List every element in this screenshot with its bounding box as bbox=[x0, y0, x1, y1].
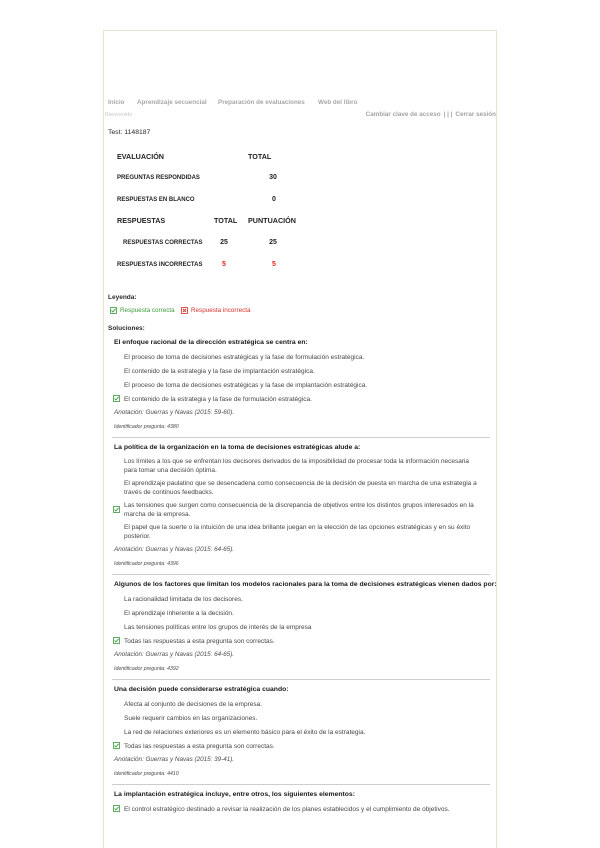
answers-total-header: TOTAL bbox=[214, 216, 238, 225]
answer-option-text: Las tensiones que surgen como consecuencia de la discrepancia de objetivos entre los distintos grupos interesados en la marcha de la empresa. bbox=[124, 502, 474, 518]
legend-incorrect-label: Respuesta incorrecta bbox=[191, 307, 251, 314]
answer-option-text: El aprendizaje paulatino que se desencadena como consecuencia de la decisión de puesta en marcha de una estrategia a través de continuos feedbacks. bbox=[124, 480, 477, 496]
incorrect-total: 5 bbox=[222, 261, 226, 268]
solutions-list bbox=[114, 336, 497, 816]
answer-option-text: La racionalidad limitada de los decisores. bbox=[124, 595, 243, 603]
question-separator bbox=[112, 679, 490, 680]
answer-option bbox=[114, 350, 482, 364]
question-block bbox=[114, 441, 490, 575]
blank-label: RESPUESTAS EN BLANCO bbox=[117, 197, 195, 203]
solutions-title: Soluciones: bbox=[108, 325, 145, 332]
answer-option-text: Todas las respuestas a esta pregunta son correctas. bbox=[124, 637, 275, 645]
evaluation-header-label: EVALUACIÓN bbox=[117, 152, 164, 161]
answer-option bbox=[114, 455, 482, 477]
answer-option bbox=[114, 711, 482, 725]
score-header: PUNTUACIÓN bbox=[248, 216, 296, 225]
user-links bbox=[366, 111, 496, 119]
link-separators: | | | bbox=[443, 111, 453, 118]
correct-label: RESPUESTAS CORRECTAS bbox=[123, 240, 203, 246]
x-square-icon bbox=[181, 307, 188, 314]
question-annotation: Anotación: Guerras y Navas (2015: 64-65). bbox=[114, 651, 235, 658]
test-id: 1148187 bbox=[124, 129, 151, 136]
question-block bbox=[114, 578, 497, 680]
answer-option-correct bbox=[114, 802, 482, 816]
answer-option bbox=[114, 606, 482, 620]
answer-option-text: El contenido de la estrategia y la fase de formulación estratégica. bbox=[124, 395, 312, 403]
answered-value: 30 bbox=[269, 174, 277, 181]
question-title: La política de la organización en la toma de decisiones estratégicas alude a: bbox=[114, 444, 361, 451]
answer-option-text: El contenido de la estrategia y la fase de implantación estratégica. bbox=[124, 367, 315, 375]
answer-option-text: Todas las respuestas a esta pregunta son correctas. bbox=[124, 742, 275, 750]
question-title: El enfoque racional de la dirección estratégica se centra en: bbox=[114, 339, 308, 346]
answer-option bbox=[114, 725, 482, 739]
correct-check-icon bbox=[113, 637, 120, 644]
nav-link-web-del-libro[interactable]: Web del libro bbox=[318, 99, 358, 106]
question-identifier: Identificador pregunta: 4392 bbox=[114, 666, 179, 672]
answer-option-text: El proceso de toma de decisiones estratégicas y la fase de formulación estratégica. bbox=[124, 353, 365, 361]
question-title: Una decisión puede considerarse estratégica cuando: bbox=[114, 686, 289, 693]
incorrect-score: 5 bbox=[272, 261, 276, 268]
nav-link-aprendizaje-secuencial[interactable]: Aprendizaje secuencial bbox=[137, 99, 207, 106]
legend-correct-label: Respuesta correcta bbox=[120, 307, 175, 314]
answer-option-text: Las tensiones políticas entre los grupos de interés de la empresa bbox=[124, 623, 312, 631]
nav-link-inicio[interactable]: Inicio bbox=[108, 99, 125, 106]
correct-check-icon bbox=[113, 805, 120, 812]
correct-check-icon bbox=[113, 395, 120, 402]
answer-option-text: Suele requerir cambios en las organizaciones. bbox=[124, 714, 258, 722]
question-identifier: Identificador pregunta: 4396 bbox=[114, 561, 179, 567]
logout-link[interactable]: Cerrar sesión bbox=[455, 111, 496, 118]
answer-option-text: El papel que la suerte o la intuición de una idea brillante juegan en la elección de las opciones estratégicas y en su éxito posterior. bbox=[124, 524, 471, 540]
answer-option bbox=[114, 620, 482, 634]
answer-option-text: La red de relaciones exteriores es un elemento básico para el éxito de la estrategia. bbox=[124, 728, 366, 736]
question-annotation: Anotación: Guerras y Navas (2015: 59-60). bbox=[114, 409, 235, 416]
question-separator bbox=[112, 784, 490, 785]
answer-option-text: El proceso de toma de decisiones estratégicas y la fase de implantación estratégica. bbox=[124, 381, 368, 389]
check-square-icon bbox=[110, 307, 117, 314]
question-title: Algunos de los factores que limitan los modelos racionales para la toma de decisiones estratégicas vienen dados por: bbox=[114, 581, 497, 588]
answer-option-correct bbox=[114, 634, 482, 648]
question-identifier: Identificador pregunta: 4380 bbox=[114, 424, 179, 430]
blank-value: 0 bbox=[272, 196, 276, 203]
correct-check-icon bbox=[113, 506, 120, 513]
header-banner bbox=[104, 31, 496, 93]
question-annotation: Anotación: Guerras y Navas (2015: 64-65). bbox=[114, 546, 235, 553]
question-block bbox=[114, 788, 490, 816]
question-identifier: Identificador pregunta: 4410 bbox=[114, 771, 179, 777]
answer-option bbox=[114, 521, 482, 543]
answer-option bbox=[114, 378, 482, 392]
correct-total: 25 bbox=[220, 239, 228, 246]
question-block bbox=[114, 336, 490, 438]
question-separator bbox=[112, 574, 490, 575]
correct-check-icon bbox=[113, 742, 120, 749]
question-annotation: Anotación: Guerras y Navas (2015: 39-41). bbox=[114, 756, 235, 763]
evaluation-total-header: TOTAL bbox=[248, 152, 272, 161]
question-title: La implantación estratégica incluye, entre otros, los siguientes elementos: bbox=[114, 791, 355, 798]
legend-title: Leyenda: bbox=[108, 294, 137, 301]
incorrect-label: RESPUESTAS INCORRECTAS bbox=[117, 262, 203, 268]
answers-header-label: RESPUESTAS bbox=[117, 216, 166, 225]
nav-link-preparacion-evaluaciones[interactable]: Preparación de evaluaciones bbox=[218, 99, 305, 106]
answer-option-correct bbox=[114, 499, 482, 521]
change-password-link[interactable]: Cambiar clave de acceso bbox=[365, 111, 441, 118]
answer-option-text: Afecta al conjunto de decisiones de la empresa. bbox=[124, 700, 263, 708]
test-label: Test: bbox=[108, 129, 123, 136]
answer-option-text: El aprendizaje inherente a la decisión. bbox=[124, 609, 234, 617]
answer-option bbox=[114, 592, 482, 606]
test-identifier bbox=[108, 129, 150, 137]
answer-option-text: El control estratégico destinado a revisar la realización de los planes establecidos y el cumplimiento de objetivos. bbox=[124, 805, 450, 813]
answer-option-correct bbox=[114, 392, 482, 406]
answer-option bbox=[114, 364, 482, 378]
correct-score: 25 bbox=[269, 239, 277, 246]
answer-option-text: Los límites a los que se enfrentan los decisores derivados de la imposibilidad de procesar toda la información necesaria para tomar una decisión óptima. bbox=[124, 458, 470, 474]
answered-label: PREGUNTAS RESPONDIDAS bbox=[117, 175, 200, 181]
question-block bbox=[114, 683, 490, 785]
answer-option bbox=[114, 697, 482, 711]
answer-option bbox=[114, 477, 482, 499]
answer-option-correct bbox=[114, 739, 482, 753]
welcome-text: Bienvenido bbox=[105, 112, 133, 118]
question-separator bbox=[112, 437, 490, 438]
